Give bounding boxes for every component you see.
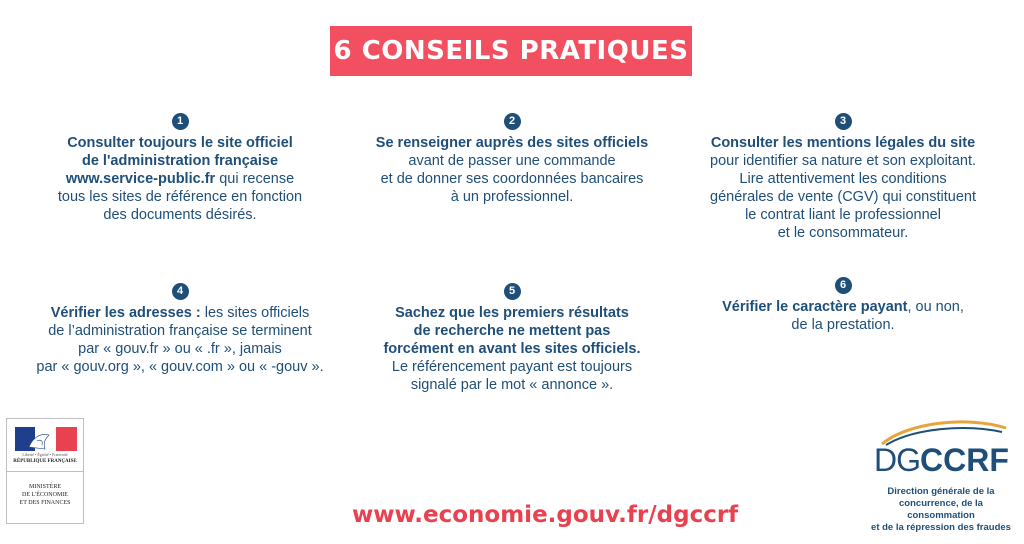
tip-line-bold: Consulter les mentions légales du site — [710, 135, 976, 151]
tip-line-bold: www.service-public.fr — [65, 171, 216, 187]
tip-text-2 — [362, 134, 662, 206]
dgccrf-description — [866, 486, 1016, 534]
tip-line-text: qui recense — [215, 171, 295, 187]
tip-line — [693, 316, 993, 334]
dgccrf-logo — [866, 418, 1016, 538]
tip-number-1: 1 — [172, 113, 189, 130]
tip-line — [30, 134, 330, 152]
tip-2 — [362, 113, 662, 206]
tip-line — [30, 170, 330, 188]
tip-line-text: Lire attentivement les conditions — [739, 171, 947, 187]
ministry-line: ET DES FINANCES — [19, 500, 71, 506]
page-title: 6 CONSEILS PRATIQUES — [333, 36, 689, 66]
tip-line — [30, 152, 330, 170]
tip-line — [693, 188, 993, 206]
tip-line — [693, 152, 993, 170]
tip-line-bold: forcément en avant les sites officiels. — [383, 341, 641, 357]
tip-6 — [693, 277, 993, 334]
tip-line — [30, 340, 330, 358]
tip-line — [693, 224, 993, 242]
tip-line-bold: de recherche ne mettent pas — [413, 323, 611, 339]
dgccrf-wordmark — [874, 442, 1009, 478]
tip-line-text: le contrat liant le professionnel — [745, 207, 941, 223]
republique-francaise-logo — [6, 418, 84, 524]
tip-line-text: Le référencement payant est toujours — [391, 359, 633, 375]
tip-line-bold: Vérifier le caractère payant — [722, 299, 908, 315]
title-banner — [330, 26, 692, 76]
tip-line-text: avant de passer une commande — [408, 153, 616, 169]
tip-line — [693, 206, 993, 224]
tip-number-3: 3 — [835, 113, 852, 130]
tip-line-text: les sites officiels — [200, 305, 310, 321]
tip-text-6 — [693, 298, 993, 334]
tip-line-bold: Vérifier les adresses : — [50, 305, 201, 321]
tip-line — [362, 322, 662, 340]
tip-line-text: signalé par le mot « annonce ». — [410, 377, 614, 393]
marianne-flag-icon — [15, 427, 77, 451]
tip-line — [693, 298, 993, 316]
tip-line — [362, 340, 662, 358]
tip-text-4 — [30, 304, 330, 376]
tip-number-5: 5 — [504, 283, 521, 300]
tip-line-text: des documents désirés. — [103, 207, 257, 223]
tip-line-bold: Se renseigner auprès des sites officiels — [375, 135, 649, 151]
tip-line — [362, 170, 662, 188]
tip-line — [362, 134, 662, 152]
tip-line-text: et le consommateur. — [777, 225, 909, 241]
tip-line — [362, 188, 662, 206]
tip-line — [362, 358, 662, 376]
website-url-link[interactable]: www.economie.gouv.fr/dgccrf — [352, 502, 739, 528]
tip-line — [693, 170, 993, 188]
ccrf-text: CCRF — [920, 442, 1009, 478]
dg-text: DG — [874, 442, 920, 478]
tip-line-bold: de l'administration française — [81, 153, 279, 169]
republique-motto: Liberté • Égalité • Fraternité — [22, 452, 68, 457]
logo-divider — [7, 471, 83, 472]
tip-line-bold: Sachez que les premiers résultats — [395, 305, 629, 321]
dgccrf-description-line: concurrence, de la consommation — [899, 498, 983, 521]
tip-line — [30, 304, 330, 322]
tip-number-6: 6 — [835, 277, 852, 294]
tip-line — [30, 322, 330, 340]
tip-line-text: de l’administration française se terminent — [48, 323, 312, 339]
ministry-line: MINISTÈRE — [29, 484, 61, 490]
tip-line-bold: Consulter toujours le site officiel — [67, 135, 293, 151]
tip-line — [362, 304, 662, 322]
tip-line-text: et de donner ses coordonnées bancaires — [380, 171, 644, 187]
tip-text-1 — [30, 134, 330, 224]
republique-name: RÉPUBLIQUE FRANÇAISE — [13, 459, 77, 464]
tip-text-3 — [693, 134, 993, 242]
tip-line-text: tous les sites de référence en fonction — [57, 189, 303, 205]
ministry-name — [9, 483, 81, 507]
tip-line-text: par « gouv.fr » ou « .fr », jamais — [78, 341, 282, 357]
tip-number-4: 4 — [172, 283, 189, 300]
tip-line — [30, 206, 330, 224]
tip-line-text: générales de vente (CGV) qui constituent — [710, 189, 976, 205]
tip-line-text: à un professionnel. — [450, 189, 574, 205]
tip-line — [30, 188, 330, 206]
dgccrf-description-line: et de la répression des fraudes — [871, 522, 1011, 533]
tip-line-text: de la prestation. — [791, 317, 895, 333]
tip-line — [30, 358, 330, 376]
dgccrf-description-line: Direction générale de la — [887, 486, 995, 497]
tip-4 — [30, 283, 330, 376]
ministry-line: DE L'ÉCONOMIE — [22, 492, 68, 498]
tip-line — [693, 134, 993, 152]
tip-text-5 — [362, 304, 662, 394]
tip-5 — [362, 283, 662, 394]
tip-line-text: , ou non, — [907, 299, 964, 315]
tip-line — [362, 376, 662, 394]
tip-line — [362, 152, 662, 170]
tip-line-text: pour identifier sa nature et son exploitant. — [710, 153, 976, 169]
tip-number-2: 2 — [504, 113, 521, 130]
tip-1 — [30, 113, 330, 224]
tip-3 — [693, 113, 993, 242]
tip-line-text: par « gouv.org », « gouv.com » ou « -gouv ». — [36, 359, 324, 375]
